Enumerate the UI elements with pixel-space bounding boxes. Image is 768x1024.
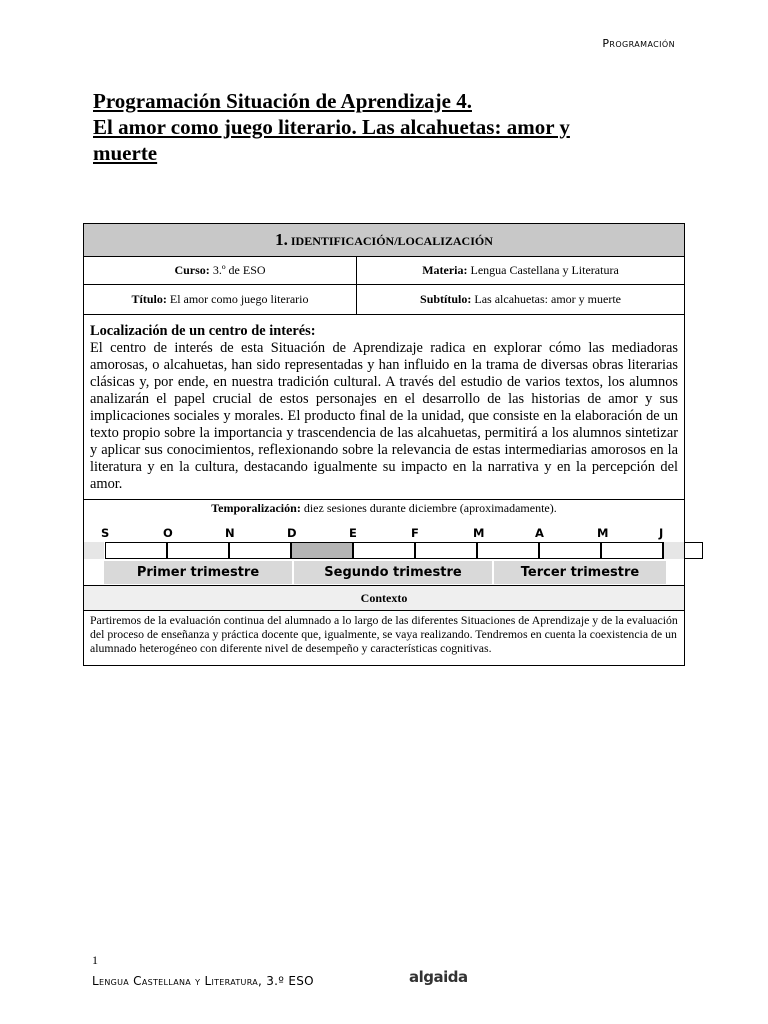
materia-label: Materia: bbox=[422, 263, 468, 277]
temporalizacion-line bbox=[84, 500, 684, 516]
month-label: F bbox=[411, 526, 419, 540]
localizacion-heading: Localización de un centro de interés: bbox=[90, 323, 316, 339]
title-line-3: muerte bbox=[93, 141, 158, 165]
month-label: O bbox=[163, 526, 173, 540]
calendar-cell bbox=[477, 542, 539, 559]
month-label: A bbox=[535, 526, 544, 540]
calendar-grid bbox=[84, 542, 684, 561]
contexto-heading: Contexto bbox=[84, 586, 685, 611]
calendar-cell bbox=[601, 542, 663, 559]
publisher-logo: algaida bbox=[409, 968, 468, 986]
calendar-cell bbox=[229, 542, 291, 559]
materia-value: Lengua Castellana y Literatura bbox=[470, 263, 619, 277]
temporalizacion-label: Temporalización: bbox=[211, 501, 301, 515]
contexto-body: Partiremos de la evaluación continua del alumnado a lo largo de las diferentes Situaciones de Aprendizaje y de la evaluación del proceso de enseñanza y práctica docente que, igualmente, se vaya realizando. Tendremos en cuenta la coexistencia de un alumnado heterogéneo con diferente nivel de desempeño y características cognitivas. bbox=[84, 611, 685, 666]
calendar-cell bbox=[539, 542, 601, 559]
subtitulo-label: Subtítulo: bbox=[420, 292, 472, 306]
title-line-2: El amor como juego literario. Las alcahuetas: amor y bbox=[93, 115, 570, 139]
titulo-value: El amor como juego literario bbox=[169, 292, 309, 306]
temporalizacion-value: diez sesiones durante diciembre (aproximadamente). bbox=[303, 501, 557, 515]
temporalizacion-cell bbox=[84, 500, 685, 586]
month-label: N bbox=[225, 526, 235, 540]
calendar-cell bbox=[105, 542, 167, 559]
month-label: S bbox=[101, 526, 110, 540]
calendar-cell bbox=[415, 542, 477, 559]
title-line-1: Programación Situación de Aprendizaje 4. bbox=[93, 89, 472, 113]
curso-label: Curso: bbox=[174, 263, 210, 277]
month-label: E bbox=[349, 526, 357, 540]
titulo-label: Título: bbox=[131, 292, 167, 306]
page-number: 1 bbox=[92, 953, 98, 967]
month-label: J bbox=[659, 526, 664, 540]
footer-subject: Lengua Castellana y Literatura, 3.º ESO bbox=[92, 974, 314, 988]
trimestre-3: Tercer trimestre bbox=[494, 561, 666, 584]
calendar-cell bbox=[291, 542, 353, 559]
trimestre-2: Segundo trimestre bbox=[294, 561, 492, 584]
calendar-cell bbox=[664, 542, 684, 559]
materia-cell bbox=[357, 257, 685, 285]
curso-value: 3.º de ESO bbox=[212, 263, 266, 277]
curso-cell bbox=[84, 257, 357, 285]
calendar-cell bbox=[167, 542, 229, 559]
identification-table bbox=[83, 223, 685, 666]
subtitulo-value: Las alcahuetas: amor y muerte bbox=[474, 292, 621, 306]
month-label: M bbox=[473, 526, 485, 540]
calendar-cell bbox=[84, 542, 104, 559]
trimestres-row bbox=[84, 561, 684, 585]
section-heading bbox=[84, 224, 685, 257]
trimestre-1: Primer trimestre bbox=[104, 561, 292, 584]
localizacion-cell bbox=[84, 315, 685, 500]
month-label: M bbox=[597, 526, 609, 540]
running-header: Programación bbox=[602, 37, 675, 50]
section-number: 1. bbox=[275, 230, 288, 249]
calendar-cell bbox=[353, 542, 415, 559]
document-title bbox=[93, 88, 653, 166]
months-row bbox=[84, 526, 684, 542]
subtitulo-cell bbox=[357, 285, 685, 315]
section-title: IDENTIFICACIÓN/LOCALIZACIÓN bbox=[290, 234, 493, 248]
localizacion-body: El centro de interés de esta Situación de Aprendizaje radica en explorar cómo las mediadoras amorosas, o alcahuetas, han sido representadas y han influido en la trama de diversas obras literarias clásicas y, por ende, en nuestra tradición cultural. A través del estudio de varios textos, los alumnos analizarán el papel crucial de estos personajes en el desarrollo de las historias de amor y sus implicaciones sociales y morales. El producto final de la unidad, que consiste en la elaboración de un texto propio sobre la importancia y trascendencia de las alcahuetas, permitirá a los alumnos sintetizar y aplicar sus conocimientos, reflexionando sobre la relevancia de estas intermediarias amorosos en la literatura y en la cultura, destacando igualmente su impacto en la narrativa y en la percepción del amor. bbox=[90, 340, 678, 492]
titulo-cell bbox=[84, 285, 357, 315]
month-label: D bbox=[287, 526, 297, 540]
